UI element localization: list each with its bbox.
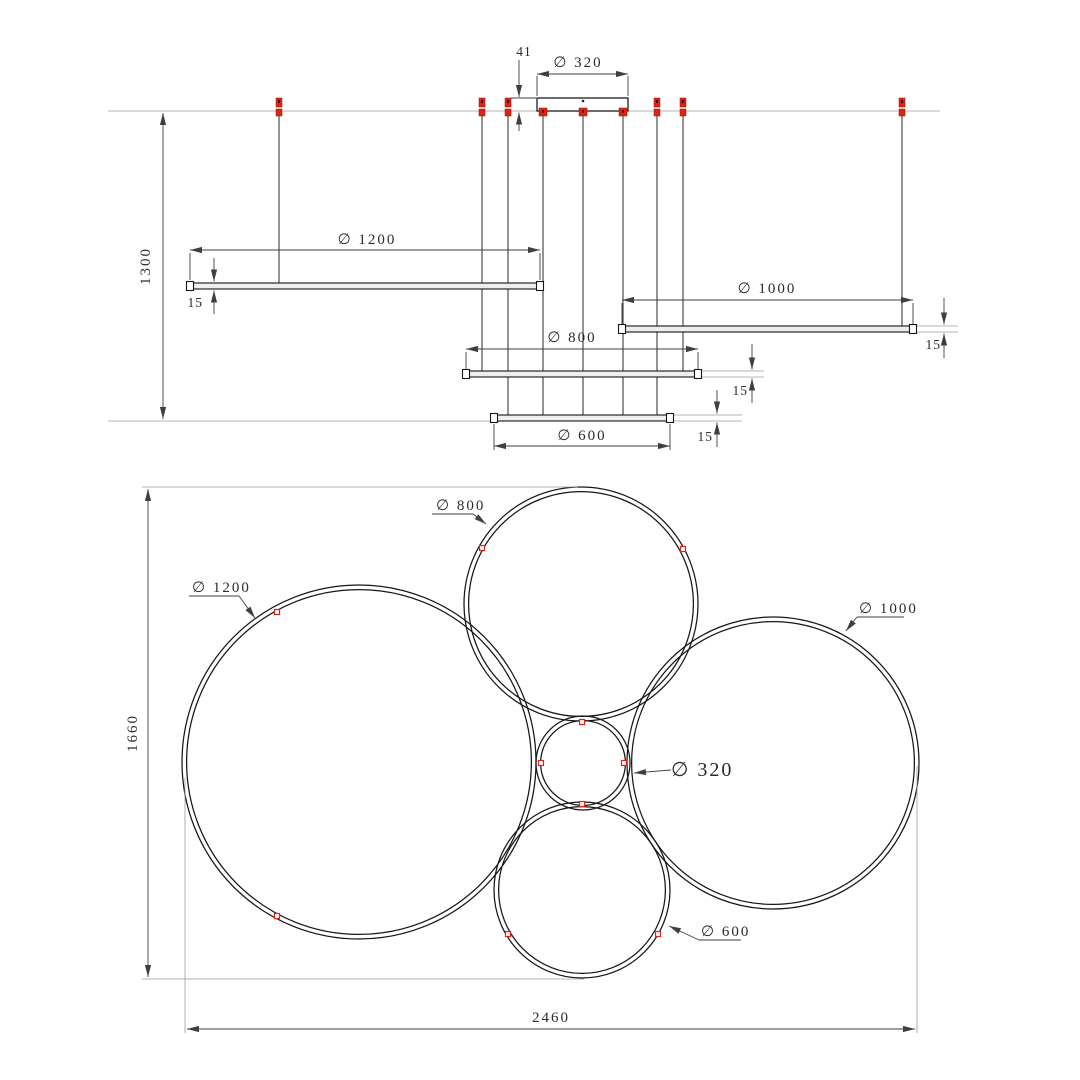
- dim-text-1200: ∅ 1200: [337, 232, 397, 248]
- dim-text-600: ∅ 600: [557, 428, 607, 444]
- ring-1200-side: [187, 282, 544, 291]
- gripper-icon: [276, 98, 282, 116]
- suspension-point-icon: [580, 720, 585, 725]
- suspension-point-icon: [275, 914, 280, 919]
- label-text-1200: ∅ 1200: [192, 580, 251, 596]
- gripper-icon: [479, 98, 485, 116]
- canopy-gripper-icon: [619, 108, 627, 116]
- suspension-point-icon: [539, 761, 544, 766]
- dim-text-15: 15: [925, 337, 941, 352]
- label-text-600: ∅ 600: [701, 924, 751, 940]
- label-text-1000: ∅ 1000: [859, 601, 918, 617]
- suspension-point-icon: [622, 761, 627, 766]
- dim-text-1660: 1660: [125, 714, 141, 752]
- dim-text-1300: 1300: [138, 247, 154, 285]
- dim-text-800: ∅ 800: [547, 330, 597, 346]
- ring-800-side: [463, 370, 702, 379]
- dim-text-1000: ∅ 1000: [737, 281, 797, 297]
- suspension-point-icon: [275, 610, 280, 615]
- suspension-point-icon: [580, 802, 585, 807]
- label-text-320: ∅ 320: [671, 759, 734, 781]
- dim-text-41: 41: [516, 44, 532, 59]
- dim-text-15: 15: [732, 383, 748, 398]
- dim-text-2460: 2460: [532, 1010, 570, 1026]
- gripper-icon: [505, 98, 511, 116]
- ring-1000-side: [619, 325, 917, 334]
- dim-text-15: 15: [697, 429, 713, 444]
- canopy-gripper-icon: [539, 108, 547, 116]
- dim-text-320: ∅ 320: [553, 55, 603, 71]
- gripper-icon: [654, 98, 660, 116]
- gripper-icon: [680, 98, 686, 116]
- suspension-point-icon: [656, 932, 661, 937]
- gripper-icon: [899, 98, 905, 116]
- label-text-800: ∅ 800: [436, 498, 486, 514]
- ring-600-side: [491, 414, 674, 423]
- canopy-gripper-icon: [579, 108, 587, 116]
- suspension-point-icon: [506, 932, 511, 937]
- dim-text-15: 15: [187, 295, 203, 310]
- suspension-point-icon: [480, 546, 485, 551]
- suspension-point-icon: [681, 547, 686, 552]
